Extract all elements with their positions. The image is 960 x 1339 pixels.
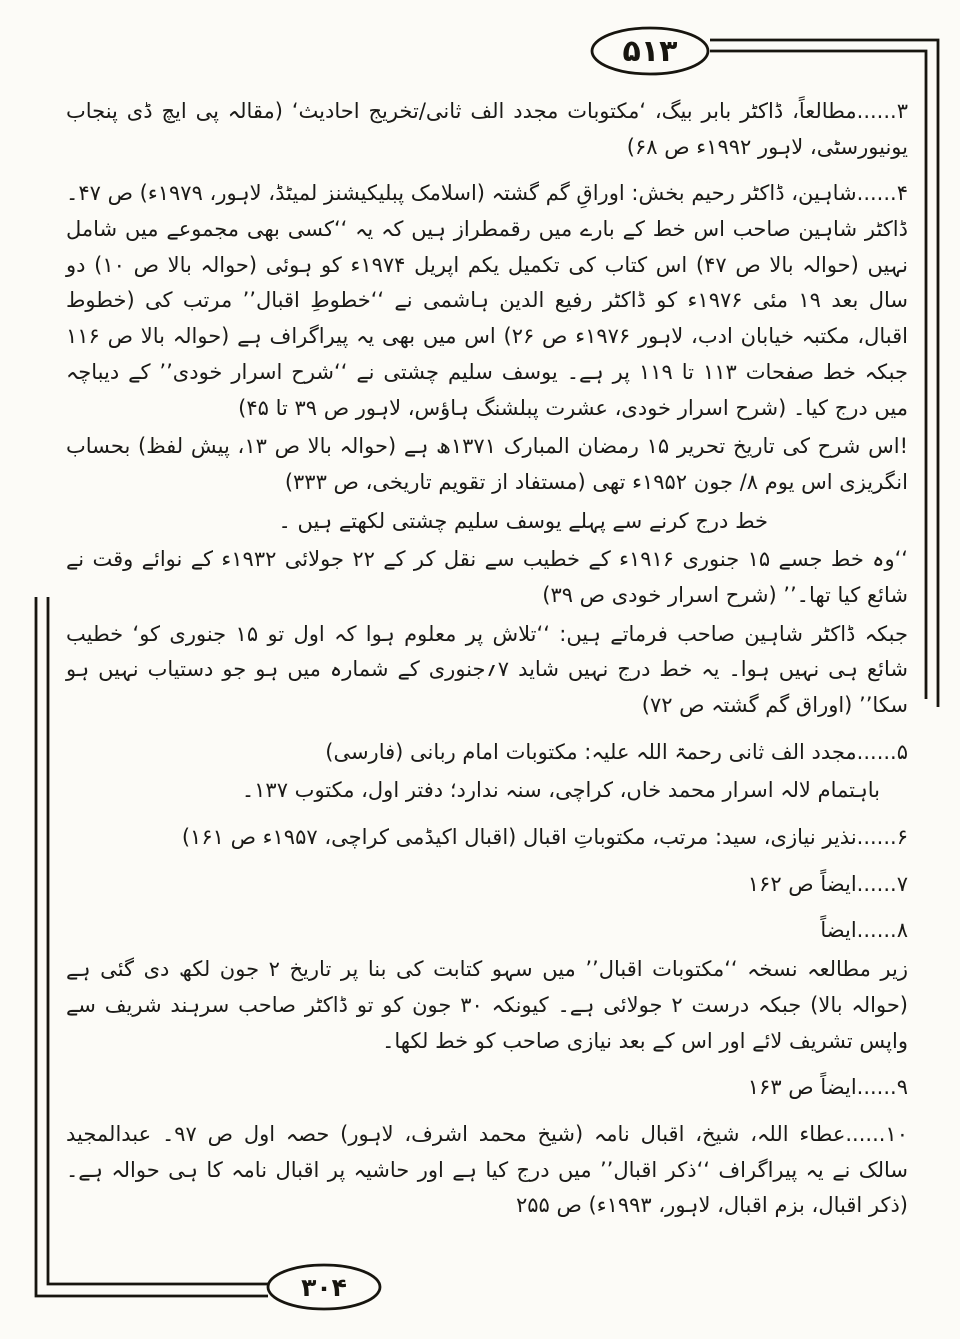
footnote-4-note: !اس شرح کی تاریخ تحریر ۱۵ رمضان المبارک ۱۳۷۱ھ ہے (حوالہ بالا ص ۱۳، پیش لفظ) بحساب انگریزی اس یوم ۸/ جون ۱۹۵۲ء تھی (مستفاد از تقویم تاریخی، ص ۳۳۳) [66,434,908,494]
footnote-9: ۹......ایضاً ص ۱۶۳ [747,1075,908,1100]
footnote-8: ۸......ایضاً [820,918,908,943]
header-page-number: ۵۱۳ [622,33,678,69]
footnotes-text-block [66,94,908,1224]
footer-page-number: ۳۰۴ [301,1272,347,1302]
footnote-5-detail: باہتمام لالہ اسرار محمد خاں، کراچی، سنہ ندارد؛ دفتر اول، مکتوب ۱۳۷۔ [241,778,880,803]
footnote-6: ۶......نذیر نیازی، سید: مرتب، مکتوباتِ اقبال (اقبال اکیڈمی کراچی، ۱۹۵۷ء ص ۱۶۱) [181,825,908,850]
footnote-3: ۳......مطالعاً، ڈاکٹر بابر بیگ، ‘مکتوبات مجدد الف ثانی/تخریج احادیث‘ (مقالہ پی ایچ ڈی پنجاب یونیورسٹی، لاہور ۱۹۹۲ء ص ۶۸) [66,99,908,159]
footnote-10: ۱۰......عطاء اللہ، شیخ، اقبال نامہ (شیخ محمد اشرف، لاہور) حصہ اول ص ۹۷۔ عبدالمجید سالک نے یہ پیراگراف ‘‘ذکر اقبال’’ میں درج کیا ہے اور حاشیہ پر اقبال نامہ کا ہی حوالہ ہے۔ (ذکر اقبال، بزم اقبال، لاہور، ۱۹۹۳ء) ص ۲۵۵ [66,1121,908,1218]
footnote-4-quote: ‘‘وہ خط جسے ۱۵ جنوری ۱۹۱۶ء کے خطیب سے نقل کر کے ۲۲ جولائی ۱۹۳۲ء کے نوائے وقت نے شائع کیا تھا۔’’ (شرح اسرار خودی ص ۳۹) [66,547,908,607]
footnote-7: ۷......ایضاً ص ۱۶۲ [747,871,908,896]
footnote-4-lead-in: خط درج کرنے سے پہلے یوسف سلیم چشتی لکھتے ہیں ۔ [278,508,768,533]
footnote-5: ۵......مجدد الف ثانی رحمۃ اللہ علیہ: مکتوبات امام ربانی (فارسی) [325,739,908,764]
footnote-8-comment: زیر مطالعہ نسخہ ‘‘مکتوبات اقبال’’ میں سہو کتابت کی بنا پر تاریخ ۲ جون لکھ دی گئی ہے (حوالہ بالا) جبکہ درست ۲ جولائی ہے۔ کیونکہ ۳۰ جون کو تو ڈاکٹر صاحب سرہند شریف سے واپس تشریف لائے اور اس کے بعد نیازی صاحب کو خط لکھا۔ [66,957,908,1053]
footnote-4-comment: جبکہ ڈاکٹر شاہین صاحب فرماتے ہیں: ‘‘تلاش پر معلوم ہوا کہ اول تو ۱۵ جنوری کو‘ خطیب شائع ہی نہیں ہوا۔ یہ خط درج نہیں شاید ۷؍جنوری کے شمارہ میں ہو جو دستیاب نہیں ہو سکا’’ (اوراق گم گشتہ ص ۷۲) [66,621,908,717]
footnote-4: ۴......شاہین، ڈاکٹر رحیم بخش: اوراقِ گم گشتہ (اسلامک پبلیکیشنز لمیٹڈ، لاہور، ۱۹۷۹ء) ص ۴۷۔ ڈاکٹر شاہین صاحب اس خط کے بارے میں رقمطراز ہیں کہ یہ ‘‘کسی بھی مجموعے میں شامل نہیں (حوالہ بالا ص ۴۷) اس کتاب کی تکمیل یکم اپریل ۱۹۷۴ء کو ہوئی (حوالہ بالا ص ۱۰) دو سال بعد ۱۹ مئی ۱۹۷۶ء کو ڈاکٹر رفیع الدین ہاشمی نے ‘‘خطوطِ اقبال’’ مرتب کی (خطوط اقبال، مکتبہ خیابان ادب، لاہور ۱۹۷۶ء ص ۲۶) اس میں بھی یہ پیراگراف ہے (حوالہ بالا ص ۱۱۶ جبکہ خط صفحات ۱۱۳ تا ۱۱۹ پر ہے۔ یوسف سلیم چشتی نے ‘‘شرح اسرار خودی’’ کے دیباچہ میں درج کیا۔ (شرح اسرار خودی، عشرت پبلشنگ ہاؤس، لاہور ص ۳۹ تا ۴۵) [66,181,909,420]
